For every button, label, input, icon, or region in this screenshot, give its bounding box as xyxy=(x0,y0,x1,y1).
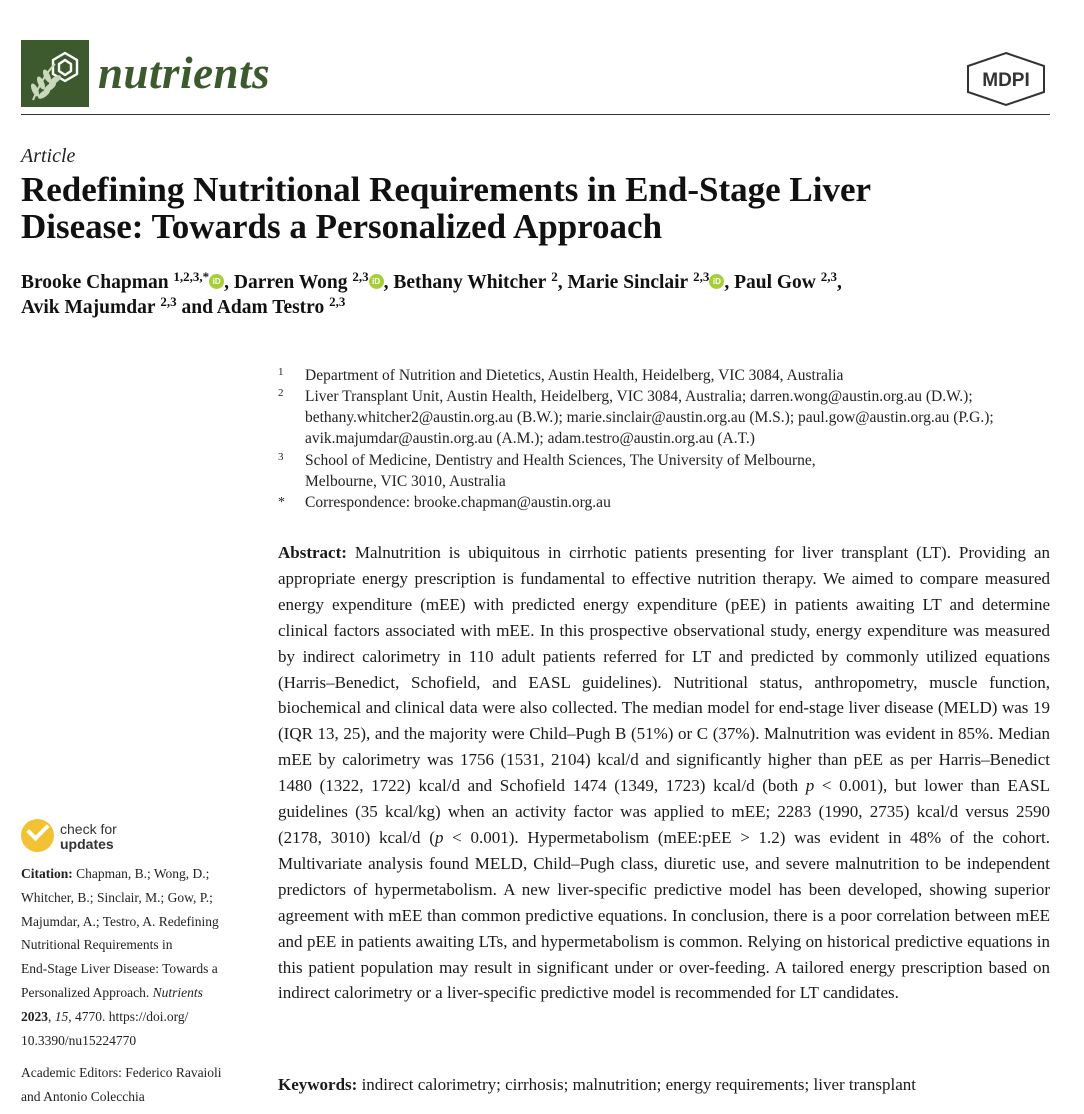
keywords-label: Keywords: xyxy=(278,1075,358,1094)
citation-text: , 4770. https://doi.org/ xyxy=(68,1008,189,1024)
author-affiliation: 2,3 xyxy=(693,269,710,284)
author-affiliation: 2,3 xyxy=(329,294,346,309)
check-updates-line2: updates xyxy=(60,836,114,852)
affiliation-text: bethany.whitcher2@austin.org.au (B.W.); marie.sinclair@austin.org.au (M.S.); paul.gow@austin.org.au (P.G.); xyxy=(305,409,994,426)
author-affiliation: 2,3 xyxy=(820,269,838,284)
citation-volume: 15 xyxy=(54,1008,69,1024)
orcid-icon[interactable]: iD xyxy=(369,274,384,289)
affiliation-number: 2 xyxy=(278,387,284,399)
citation-text: Nutritional Requirements in xyxy=(21,937,173,953)
correspondence-text: Correspondence: brooke.chapman@austin.org.au xyxy=(305,494,611,511)
correspondence-mark: * xyxy=(278,495,285,510)
check-for-updates-badge[interactable] xyxy=(21,818,151,854)
article-type: Article xyxy=(21,145,76,167)
author-name[interactable]: Darren Wong xyxy=(233,272,348,293)
affiliation-text: Department of Nutrition and Dietetics, Austin Health, Heidelberg, VIC 3084, Australia xyxy=(305,367,844,384)
affiliation-text: School of Medicine, Dentistry and Health Sciences, The University of Melbourne, xyxy=(305,452,816,469)
author-joiner: and xyxy=(181,297,213,318)
orcid-icon[interactable]: iD xyxy=(709,274,724,289)
header-divider xyxy=(21,114,1050,115)
abstract-text: < 0.001), but lower than EASL guidelines (35 kcal/kg) when an activity factor was applied to mEE; 2283 (1990, 2735) kcal/d versus 2590 (2178, 3010) kcal/d ( xyxy=(278,776,1050,847)
abstract-label: Abstract: xyxy=(278,543,347,562)
academic-editors xyxy=(21,1061,251,1109)
author-name[interactable]: Brooke Chapman xyxy=(21,272,169,293)
check-updates-line1: check for xyxy=(60,821,117,837)
editors-text: Academic Editors: Federico Ravaioli xyxy=(21,1065,222,1080)
keywords-text: indirect calorimetry; cirrhosis; malnutrition; energy requirements; liver transplant xyxy=(357,1075,916,1094)
citation-text: Chapman, B.; Wong, D.; xyxy=(72,866,210,881)
affiliation-number: 1 xyxy=(278,366,284,378)
mdpi-logo xyxy=(962,50,1050,108)
title-line-1: Redefining Nutritional Requirements in End-Stage Liver xyxy=(21,170,872,209)
abstract-text: < 0.001). Hypermetabolism (mEE:pEE > 1.2) was evident in 48% of the cohort. Multivariate analysis found MELD, Child–Pugh class, diuretic use, and severe malnutrition to be independent predictors of hypermetabolism. A new liver-specific predictive model has been developed, showing superior agreement with mEE than common predictive equations. In conclusion, there is a poor correlation between mEE and pEE in patients awaiting LTs, and hypermetabolism is common. Relying on historical predictive equations in this patient population may result in significant under or over-feeding. A tailored energy prescription based on indirect calorimetry or a liver-specific predictive model is recommended for LT candidates. xyxy=(278,827,1050,1003)
abstract xyxy=(278,540,1050,1006)
citation-text: Personalized Approach. xyxy=(21,984,153,1000)
citation-doi-link[interactable]: 10.3390/nu15224770 xyxy=(21,1032,137,1048)
author-list: Brooke Chapman $^{1,2,3,*}$ iD , Darren Wong $^{2,3}$ iD , Bethany Whitcher $^2$, Marie Sinclair $^{2,3}$ iD , Paul Gow $^{2,3}$, Avik Majumdar $^{2,3}$ and Adam Testro $^{2,3}$ xyxy=(21,269,842,318)
journal-logo xyxy=(21,40,89,107)
abstract-italic: p xyxy=(434,827,444,847)
author-name[interactable]: Adam Testro xyxy=(216,297,325,318)
paper-title xyxy=(21,171,1051,245)
affiliation-text: Liver Transplant Unit, Austin Health, Heidelberg, VIC 3084, Australia; darren.wong@austin.org.au (D.W.); xyxy=(305,388,973,405)
abstract-text: Malnutrition is ubiquitous in cirrhotic patients presenting for liver transplant (LT). Providing an appropriate energy prescription is fundamental to effective nutrition therapy. We aimed to compare measured energy expenditure (mEE) with predicted energy expenditure (pEE) in patients awaiting LT and determine clinical factors associated with mEE. In this prospective observational study, energy expenditure was measured by indirect calorimetry in 110 adult patients referred for LT and predicted by commonly utilized equations (Harris–Benedict, Schofield, and EASL guidelines). Nutritional status, anthropometry, muscle function, biochemical and clinical data were also collected. The median model for end-stage liver disease (MELD) was 19 (IQR 13, 25), and the majority were Child–Pugh B (51%) or C (37%). Malnutrition was evident in 85%. Median mEE by calorimetry was 1756 (1531, 2104) kcal/d and significantly higher than pEE as per Harris–Benedict 1480 (1322, 1722) kcal/d and Schofield 1474 (1349, 1723) kcal/d (both xyxy=(278,543,1050,796)
author-name[interactable]: Bethany Whitcher xyxy=(393,272,547,293)
citation-block: Citation: Chapman, B.; Wong, D.; Whitcher, B.; Sinclair, M.; Gow, P.; Majumdar, A.; Testro, A. Redefining Nutritional Requirements in End-Stage Liver Disease: Towards a Personalized Approach. Nutrients 2023, 15, 4770. https://doi.org/ 10.3390/nu15224770 xyxy=(21,862,251,1052)
affiliation-text: Melbourne, VIC 3010, Australia xyxy=(305,473,506,490)
author-name[interactable]: Avik Majumdar xyxy=(21,297,156,318)
affiliation-number: 3 xyxy=(278,451,284,463)
citation-year: 2023 xyxy=(21,1008,48,1024)
editors-text: and Antonio Colecchia xyxy=(21,1088,145,1104)
author-affiliation: 2,3 xyxy=(352,269,369,284)
citation-text: End-Stage Liver Disease: Towards a xyxy=(21,961,218,977)
orcid-icon[interactable]: iD xyxy=(209,274,224,289)
publisher-name: MDPI xyxy=(982,70,1030,91)
citation-journal: Nutrients xyxy=(152,984,203,1000)
citation-text: Whitcher, B.; Sinclair, M.; Gow, P.; xyxy=(21,889,213,905)
author-affiliation: 2 xyxy=(551,269,558,284)
author-affiliation: 2,3 xyxy=(160,294,177,309)
citation-text: Majumdar, A.; Testro, A. Redefining xyxy=(21,913,219,929)
checkmark-icon xyxy=(21,819,54,852)
wheat-hexagon-logo-icon xyxy=(21,40,89,107)
author-name[interactable]: Marie Sinclair xyxy=(567,272,689,293)
title-line-2: Disease: Towards a Personalized Approach xyxy=(21,207,663,246)
author-name[interactable]: Paul Gow xyxy=(734,272,816,293)
journal-name: nutrients xyxy=(98,48,271,98)
affiliation-text: avik.majumdar@austin.org.au (A.M.); adam.testro@austin.org.au (A.T.) xyxy=(305,430,755,447)
author-affiliation: 1,2,3,* xyxy=(173,269,210,284)
citation-label: Citation: xyxy=(21,866,73,881)
keywords xyxy=(278,1074,916,1096)
abstract-italic: p xyxy=(805,776,815,796)
